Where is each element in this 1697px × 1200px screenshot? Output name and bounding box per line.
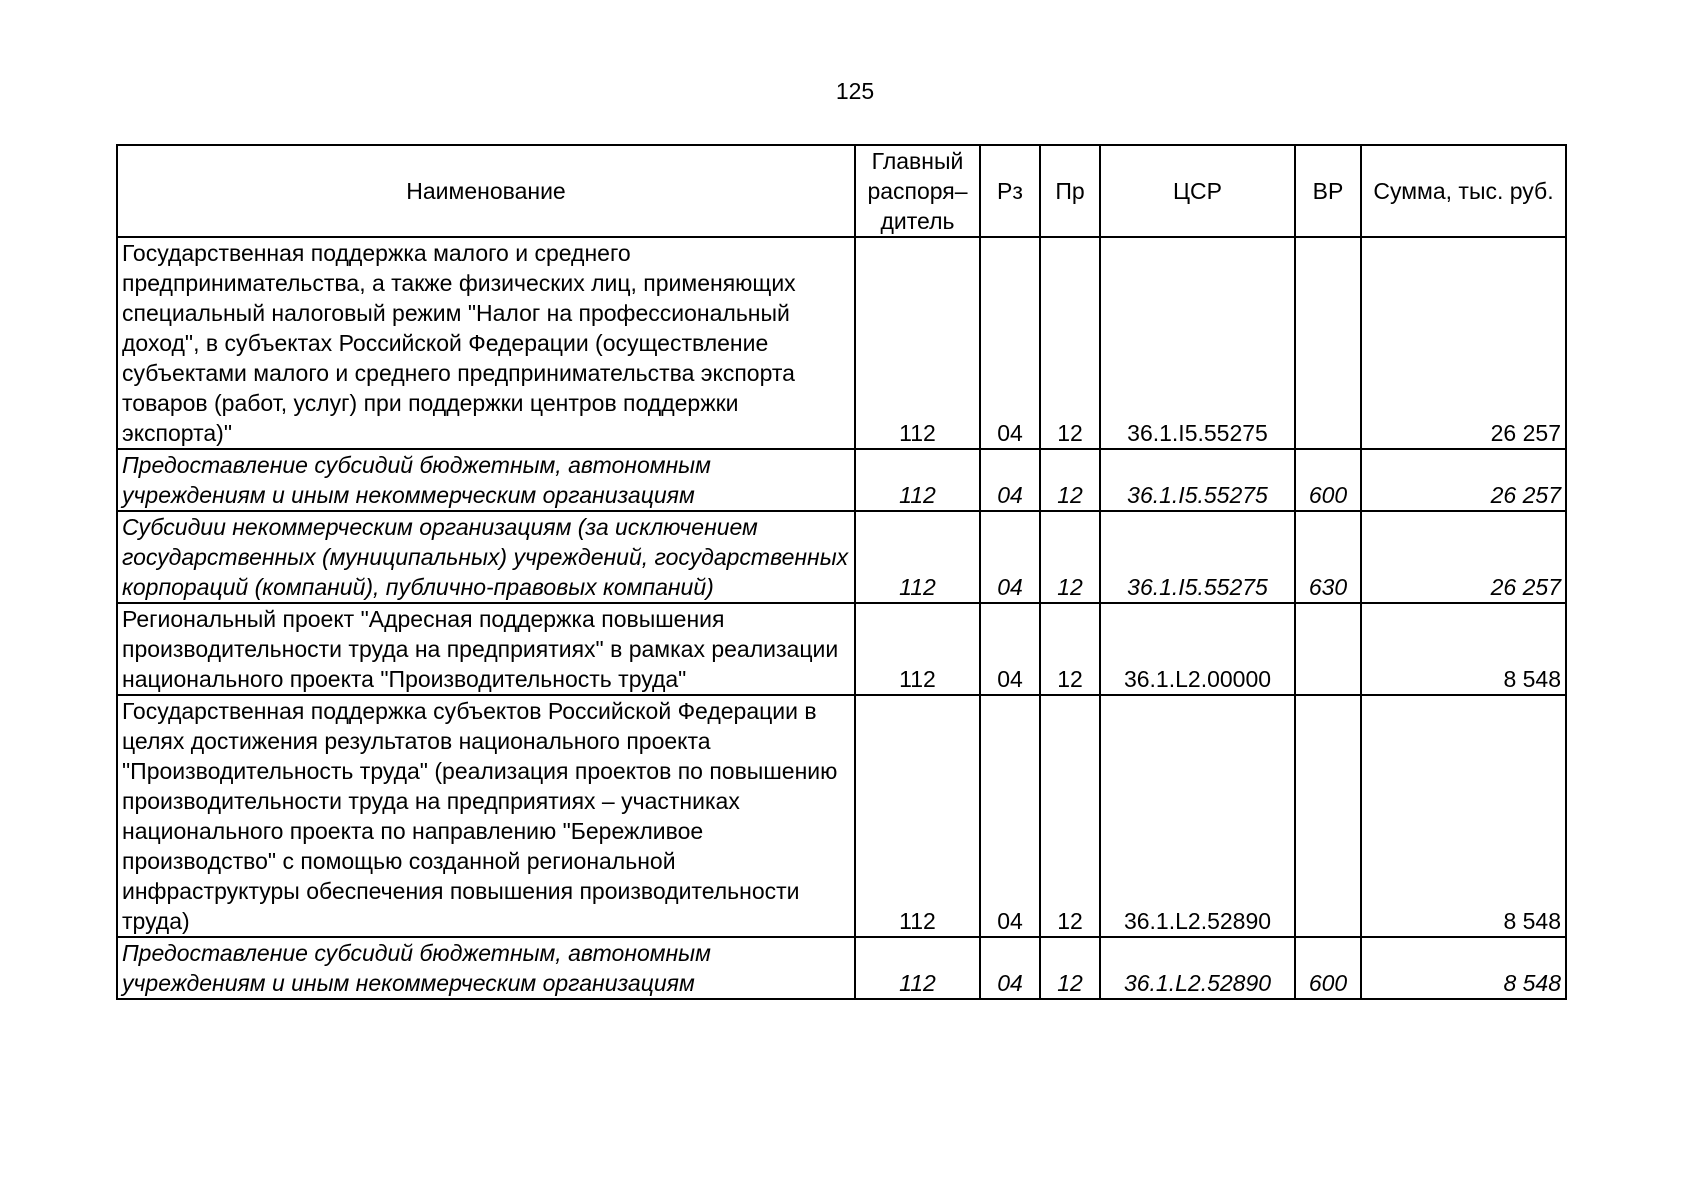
header-pr: Пр <box>1040 145 1100 237</box>
table-header-row <box>117 145 1566 237</box>
row-pr: 12 <box>1040 511 1100 603</box>
row-sum: 8 548 <box>1361 695 1566 937</box>
table-row <box>117 695 1566 937</box>
row-pr: 12 <box>1040 603 1100 695</box>
row-main-manager: 112 <box>855 449 980 511</box>
table-row <box>117 937 1566 999</box>
row-name: Региональный проект "Адресная поддержка повышения производительности труда на предприятиях" в рамках реализации национального проекта "Производительность труда" <box>117 603 855 695</box>
row-csr: 36.1.I5.55275 <box>1100 237 1295 449</box>
row-rz: 04 <box>980 449 1040 511</box>
row-sum: 8 548 <box>1361 937 1566 999</box>
budget-table <box>116 144 1567 1000</box>
row-csr: 36.1.L2.52890 <box>1100 937 1295 999</box>
row-sum: 8 548 <box>1361 603 1566 695</box>
row-name: Предоставление субсидий бюджетным, автономным учреждениям и иным некоммерческим организациям <box>117 449 855 511</box>
row-vr: 600 <box>1295 449 1361 511</box>
row-vr <box>1295 695 1361 937</box>
row-vr: 600 <box>1295 937 1361 999</box>
row-rz: 04 <box>980 603 1040 695</box>
row-csr: 36.1.L2.52890 <box>1100 695 1295 937</box>
row-csr: 36.1.L2.00000 <box>1100 603 1295 695</box>
header-rz: Рз <box>980 145 1040 237</box>
row-sum: 26 257 <box>1361 511 1566 603</box>
row-name: Государственная поддержка субъектов Российской Федерации в целях достижения результатов национального проекта "Производительность труда" (реализация проектов по повышению производительности труда на предприятиях – участниках национального проекта по направлению "Бережливое производство" с помощью созданной региональной инфраструктуры обеспечения повышения производительности труда) <box>117 695 855 937</box>
row-pr: 12 <box>1040 237 1100 449</box>
row-name: Предоставление субсидий бюджетным, автономным учреждениям и иным некоммерческим организациям <box>117 937 855 999</box>
header-vr: ВР <box>1295 145 1361 237</box>
row-main-manager: 112 <box>855 695 980 937</box>
header-main-manager: Главный распоря–дитель <box>855 145 980 237</box>
row-csr: 36.1.I5.55275 <box>1100 449 1295 511</box>
table-row <box>117 603 1566 695</box>
row-rz: 04 <box>980 511 1040 603</box>
table-row <box>117 237 1566 449</box>
table-row <box>117 449 1566 511</box>
row-sum: 26 257 <box>1361 237 1566 449</box>
row-name: Субсидии некоммерческим организациям (за исключением государственных (муниципальных) учреждений, государственных корпораций (компаний), публично-правовых компаний) <box>117 511 855 603</box>
row-vr: 630 <box>1295 511 1361 603</box>
row-rz: 04 <box>980 937 1040 999</box>
row-pr: 12 <box>1040 449 1100 511</box>
row-rz: 04 <box>980 695 1040 937</box>
row-name: Государственная поддержка малого и среднего предпринимательства, а также физических лиц, применяющих специальный налоговый режим "Налог на профессиональный доход", в субъектах Российской Федерации (осуществление субъектами малого и среднего предпринимательства экспорта товаров (работ, услуг) при поддержки центров поддержки экспорта)" <box>117 237 855 449</box>
header-sum: Сумма, тыс. руб. <box>1361 145 1566 237</box>
row-pr: 12 <box>1040 695 1100 937</box>
row-rz: 04 <box>980 237 1040 449</box>
row-main-manager: 112 <box>855 511 980 603</box>
row-sum: 26 257 <box>1361 449 1566 511</box>
row-vr <box>1295 603 1361 695</box>
row-csr: 36.1.I5.55275 <box>1100 511 1295 603</box>
row-main-manager: 112 <box>855 237 980 449</box>
row-main-manager: 112 <box>855 603 980 695</box>
header-csr: ЦСР <box>1100 145 1295 237</box>
header-name: Наименование <box>117 145 855 237</box>
row-pr: 12 <box>1040 937 1100 999</box>
page-number: 125 <box>835 78 875 104</box>
row-vr <box>1295 237 1361 449</box>
row-main-manager: 112 <box>855 937 980 999</box>
table-row <box>117 511 1566 603</box>
